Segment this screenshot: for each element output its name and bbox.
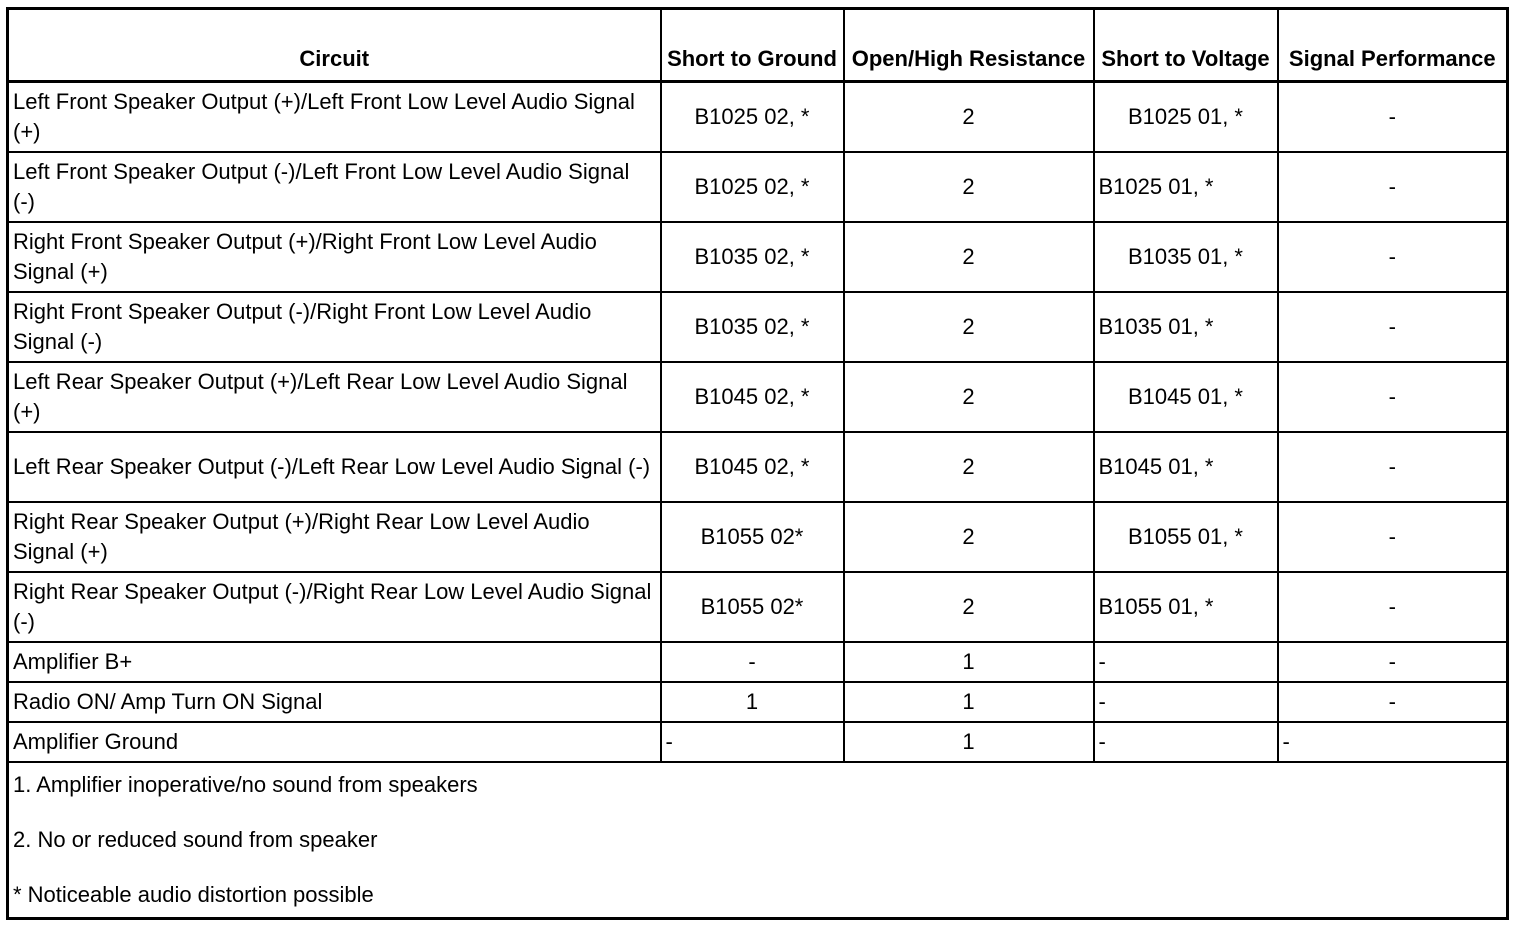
circuit-diagnostic-table: [6, 7, 1509, 920]
circuit-cell: Right Rear Speaker Output (-)/Right Rear Low Level Audio Signal (-): [8, 572, 661, 642]
short-to-voltage-cell: B1025 01, *: [1094, 152, 1278, 222]
table-row: [8, 152, 1508, 222]
footnote-2: 2. No or reduced sound from speaker: [13, 827, 378, 852]
circuit-cell: Left Rear Speaker Output (-)/Left Rear Low Level Audio Signal (-): [8, 432, 661, 502]
open-high-resistance-cell: 1: [844, 682, 1094, 722]
signal-performance-cell: -: [1278, 152, 1508, 222]
open-high-resistance-cell: 2: [844, 152, 1094, 222]
table-row: [8, 572, 1508, 642]
open-high-resistance-cell: 2: [844, 82, 1094, 153]
notes-cell: [8, 762, 1508, 919]
signal-performance-cell: -: [1278, 432, 1508, 502]
short-to-ground-cell: B1035 02, *: [661, 292, 844, 362]
table-row: [8, 722, 1508, 762]
open-high-resistance-cell: 2: [844, 292, 1094, 362]
table-row: [8, 642, 1508, 682]
table-row: [8, 502, 1508, 572]
short-to-voltage-cell: B1055 01, *: [1094, 572, 1278, 642]
signal-performance-cell: -: [1278, 82, 1508, 153]
short-to-voltage-cell: B1035 01, *: [1094, 292, 1278, 362]
short-to-ground-cell: B1035 02, *: [661, 222, 844, 292]
header-signal-performance: Signal Performance: [1278, 9, 1508, 82]
table-row: [8, 292, 1508, 362]
header-circuit: Circuit: [8, 9, 661, 82]
table-row: [8, 82, 1508, 153]
signal-performance-cell: -: [1278, 722, 1508, 762]
table-row: [8, 362, 1508, 432]
circuit-cell: Left Front Speaker Output (+)/Left Front Low Level Audio Signal (+): [8, 82, 661, 153]
short-to-voltage-cell: -: [1094, 642, 1278, 682]
signal-performance-cell: -: [1278, 502, 1508, 572]
open-high-resistance-cell: 2: [844, 362, 1094, 432]
table-row: [8, 432, 1508, 502]
open-high-resistance-cell: 1: [844, 722, 1094, 762]
footnote-1: 1. Amplifier inoperative/no sound from speakers: [13, 772, 478, 797]
signal-performance-cell: -: [1278, 362, 1508, 432]
table-row: [8, 222, 1508, 292]
signal-performance-cell: -: [1278, 642, 1508, 682]
signal-performance-cell: -: [1278, 292, 1508, 362]
circuit-cell: Right Front Speaker Output (+)/Right Front Low Level Audio Signal (+): [8, 222, 661, 292]
short-to-voltage-cell: B1055 01, *: [1094, 502, 1278, 572]
short-to-voltage-cell: B1025 01, *: [1094, 82, 1278, 153]
footnote-asterisk: * Noticeable audio distortion possible: [13, 882, 374, 907]
circuit-cell: Left Rear Speaker Output (+)/Left Rear Low Level Audio Signal (+): [8, 362, 661, 432]
header-row: [8, 9, 1508, 82]
circuit-cell: Radio ON/ Amp Turn ON Signal: [8, 682, 661, 722]
circuit-cell: Amplifier B+: [8, 642, 661, 682]
open-high-resistance-cell: 2: [844, 222, 1094, 292]
header-open-high-resistance: Open/High Resistance: [844, 9, 1094, 82]
header-short-to-ground: Short to Ground: [661, 9, 844, 82]
circuit-cell: Right Front Speaker Output (-)/Right Front Low Level Audio Signal (-): [8, 292, 661, 362]
short-to-ground-cell: 1: [661, 682, 844, 722]
signal-performance-cell: -: [1278, 572, 1508, 642]
short-to-voltage-cell: -: [1094, 722, 1278, 762]
open-high-resistance-cell: 2: [844, 502, 1094, 572]
short-to-voltage-cell: -: [1094, 682, 1278, 722]
short-to-voltage-cell: B1035 01, *: [1094, 222, 1278, 292]
open-high-resistance-cell: 2: [844, 432, 1094, 502]
notes-row: [8, 762, 1508, 919]
header-short-to-voltage: Short to Voltage: [1094, 9, 1278, 82]
short-to-voltage-cell: B1045 01, *: [1094, 362, 1278, 432]
short-to-ground-cell: B1045 02, *: [661, 362, 844, 432]
circuit-cell: Right Rear Speaker Output (+)/Right Rear Low Level Audio Signal (+): [8, 502, 661, 572]
table-row: [8, 682, 1508, 722]
short-to-ground-cell: B1055 02*: [661, 572, 844, 642]
short-to-ground-cell: B1055 02*: [661, 502, 844, 572]
short-to-voltage-cell: B1045 01, *: [1094, 432, 1278, 502]
circuit-cell: Amplifier Ground: [8, 722, 661, 762]
short-to-ground-cell: B1025 02, *: [661, 82, 844, 153]
short-to-ground-cell: B1025 02, *: [661, 152, 844, 222]
signal-performance-cell: -: [1278, 222, 1508, 292]
open-high-resistance-cell: 2: [844, 572, 1094, 642]
open-high-resistance-cell: 1: [844, 642, 1094, 682]
short-to-ground-cell: -: [661, 642, 844, 682]
circuit-cell: Left Front Speaker Output (-)/Left Front Low Level Audio Signal (-): [8, 152, 661, 222]
short-to-ground-cell: B1045 02, *: [661, 432, 844, 502]
short-to-ground-cell: -: [661, 722, 844, 762]
signal-performance-cell: -: [1278, 682, 1508, 722]
